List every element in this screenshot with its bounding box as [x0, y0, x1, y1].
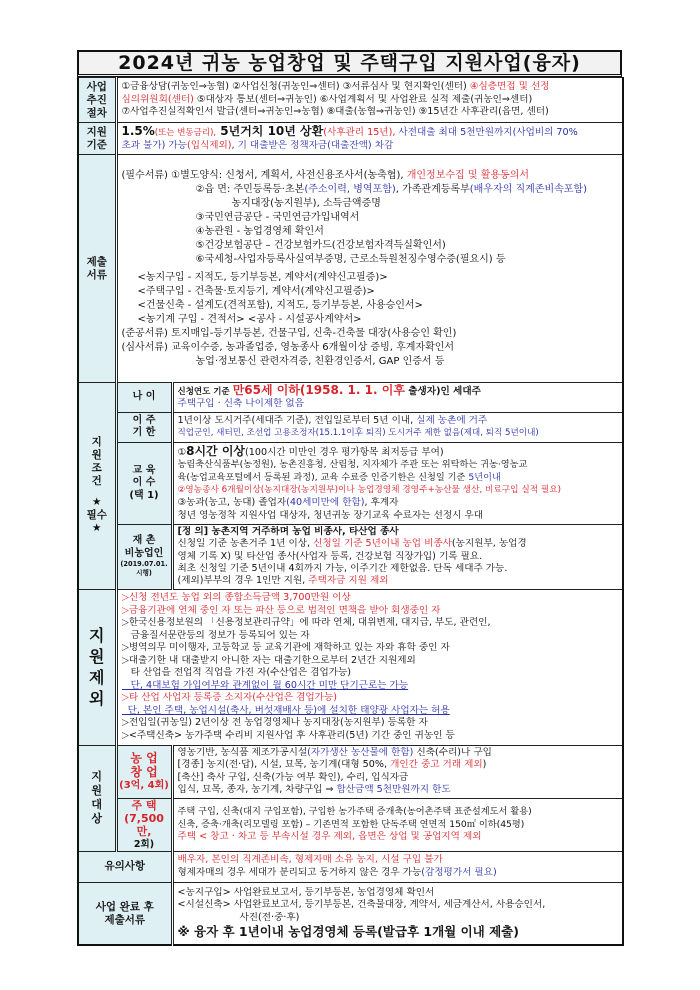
label-line: 추진: [86, 93, 107, 106]
label-limit: (7,500만,: [124, 811, 164, 838]
migration-line-1: [178, 415, 619, 427]
farm-text: 입식, 묘목, 종자, 농기계, 차량구입 ⇒: [177, 784, 337, 796]
label-line: 재 촌: [132, 535, 156, 547]
exclusion-item: ▷한국신용정보원의 「신용정보관리규약」에 따라 연체, 대위변제, 대지급, 부도, 관련인,: [121, 617, 491, 629]
bracket-doc-3: <건물신축 - 설계도(견적포함), 지적도, 등기부등본, 사용승인서>: [137, 299, 423, 311]
doc-text: ①별도양식: 신청서, 계획서, 사전신용조사서(농축협),: [171, 169, 407, 181]
education-line-5: [178, 497, 619, 510]
post-docs-line-3: 사진(전·중·후): [239, 911, 300, 923]
farm-line-3: [축산] 축사 구입, 신축(가능 여부 확인), 수리, 입식자금: [177, 771, 409, 783]
farm-highlight: (자가생산 농산물에 한함): [307, 747, 414, 759]
label-limit: 2회): [133, 838, 155, 850]
farm-highlight: 개인간 중고 거래 제외: [390, 759, 483, 771]
bracket-doc-4: <농기계 구입 - 견적서> <공사 - 시설공사계약서>: [137, 313, 362, 325]
label-line: 지: [91, 770, 103, 784]
label-line: 절차: [86, 106, 107, 119]
migration-text: 1년이상 도시거주(세대주 기준), 전입일로부터 5년 이내,: [177, 414, 417, 426]
doc-text: 농지대장(농지원부), 소득금액증명: [231, 197, 381, 209]
edu-hours: 8시간 이상: [186, 444, 246, 458]
doc-highlight: 개인정보수집 및 활용동의서: [406, 169, 530, 181]
label-line: 필수: [86, 509, 107, 522]
row-condition-migration: [78, 412, 623, 442]
non-farmer-line-5: [178, 575, 619, 587]
row-exclusions: [78, 589, 623, 745]
label-line: 이 주: [132, 414, 156, 426]
exclusion-item: ▷타 산업 사업자 등록증 소지자(수산업은 겸업가능): [121, 692, 337, 704]
sublabel-migration: [116, 412, 172, 442]
review-docs-2: 농업·정보통신 관련자격증, 친환경인증서, GAP 인증서 등: [195, 355, 445, 367]
exclusion-item: ▷병역의무 미이행자, 고등학교 등 교육기관에 재학하고 있는 자와 휴학 중인 자: [121, 642, 450, 654]
page-title: 2024년 귀농 농업창업 및 주택구입 지원사업(융자): [77, 50, 622, 77]
info-table: [77, 77, 624, 946]
edu-text: ③농과(농고, 농대) 졸업자: [177, 496, 287, 508]
sublabel-house: [116, 798, 172, 851]
label-spacer: [79, 488, 115, 496]
post-docs-line-1: <농지구입> 사업완료보고서, 등기부등본, 농업경영체 확인서: [177, 886, 435, 898]
edu-text: ①: [177, 446, 187, 458]
education-line-4: ②영농종사 6개월이상(농지대장(농지원부)이나 농업경영체 경영주+농산물 생산, 비료구입 실적 필요): [177, 485, 562, 496]
non-farmer-line-2: [178, 538, 619, 550]
label-line: 외: [89, 689, 105, 709]
label-line: 지: [89, 626, 105, 646]
row-procedure: [78, 78, 623, 123]
exclusion-item: ▷대출기한 내 대출받지 아니한 자는 대출기한으로부터 2년간 지원제외: [121, 654, 416, 666]
edu-highlight: 5년이내: [468, 471, 501, 483]
criteria-text: 초과 불가) 가능: [121, 139, 187, 151]
label-documents: [78, 155, 116, 383]
education-line-2: 농림축산식품부(농정원), 농촌진흥청, 산림청, 지자체가 주관 또는 위탁하는 귀농·영농교: [177, 459, 528, 471]
required-doc-4: [122, 225, 619, 239]
step-text: ①금융상담(귀농인⇒농협) ②사업신청(귀농인⇒센터) ③서류심사 및 현지확인(센터): [121, 81, 470, 93]
label-line: 사업 완료 후: [95, 900, 154, 913]
step-text: ⑦사업추진실적확인서 발급(센터⇒귀농인⇒농협) ⑧대출(농협⇒귀농인) ⑨15년간 사후관리(읍면, 센터): [121, 106, 549, 118]
edu-text: 육(농업교육포털에서 등록된 과정), 교육 수료증 인증기한은 신청일 기준: [177, 471, 469, 483]
migration-highlight: 실제 농촌에 거주: [416, 414, 488, 426]
loan-limit: 사전대출 최대 5천만원까지(사업비의 70%: [395, 127, 578, 139]
exclusion-item: 단, 본인 주택, 농업시설(축사, 버섯재배사 등)에 설치한 태양광 사업자는 허용: [121, 704, 450, 716]
age-line-2: 주택구입 · 신축 나이제한 없음: [177, 398, 304, 410]
exclusion-item: ▷금융기관에 연체 중인 자 또는 파산 등으로 법적인 면책을 받아 회생중인 자: [121, 604, 441, 616]
label-notes: 유의사항: [78, 851, 172, 882]
sublabel-education: [116, 442, 172, 524]
label-limit: (3억, 4회): [119, 779, 169, 791]
sublabel-age: 나 이: [116, 383, 172, 413]
nf-text: (농지원부, 농업경: [451, 538, 527, 550]
doc-highlight: (주소이력, 병역포함): [304, 183, 396, 195]
review-docs: (심사서류) 교육이수증, 농과졸업증, 영농종사 6개월이상 증빙, 후계자확인서: [121, 341, 455, 353]
criteria-line-1: [122, 125, 619, 139]
row-post-docs: [78, 882, 623, 945]
required-doc-2b: [122, 197, 619, 211]
age-limit: 만65세 이하(1958. 1. 1. 이후: [232, 384, 405, 397]
label-line: 제출: [86, 255, 107, 268]
step-text: ⑤대상자 통보(센터⇒귀농인) ⑥사업계획서 및 사업완료 실적 제출(귀농인⇒센터): [193, 93, 533, 105]
label-line: 이 수: [132, 477, 156, 489]
doc-text: ④농관원 - 농업경영체 확인서: [195, 225, 324, 237]
required-doc-3: [122, 211, 619, 225]
farm-content: [172, 745, 623, 798]
label-line: 농 업: [130, 750, 158, 765]
edu-text: (100시간 미만인 경우 평가항목 최저등급 부여): [245, 446, 444, 458]
label-line: 창 업: [130, 764, 158, 779]
label-exclusions: [78, 589, 116, 745]
age-line-1: [178, 384, 619, 398]
doc-text: ③국민연금공단 - 국민연금가입내역서: [195, 211, 360, 223]
education-content: [172, 442, 623, 524]
label-line: 비농업인: [124, 547, 164, 559]
criteria-content: [116, 123, 623, 155]
notes-line-2: [178, 867, 619, 879]
label-post-docs: [78, 882, 172, 945]
doc-text: ⑥국세청-사업자등록사실여부증명, 근로소득원천징수영수증(필요시) 등: [195, 253, 506, 265]
label-line: 주 택: [131, 798, 157, 812]
repayment-term: 5년거치 10년 상환: [216, 125, 324, 139]
label-line: 지원: [86, 125, 107, 138]
non-farmer-line-4: 최초 신청일 기준 5년이내 4회까지 가능, 이주기간 제한없음. 단독 세대주 가능.: [177, 563, 508, 575]
documents-content: [116, 155, 623, 383]
step-text-highlight: 심의위원회(센터): [121, 93, 194, 105]
farm-text: [경종] 농지(전·답), 시설, 묘목, 농기계(대형 50%,: [177, 759, 391, 771]
education-line-1: [178, 445, 619, 460]
label-criteria: [78, 123, 116, 155]
doc-text: , 가족관계등록부: [395, 183, 470, 195]
label-line: 제출서류: [104, 913, 146, 926]
row-documents: [78, 155, 623, 383]
non-farmer-definition: [정 의] 농촌지역 거주하며 농업 비종사, 타산업 종사: [177, 525, 399, 537]
aftercare-note: (사후관리 15년),: [323, 127, 396, 139]
document-page: [77, 50, 622, 946]
star-icon: ★: [92, 496, 102, 509]
rate-note: (또는 변동금리),: [154, 128, 217, 139]
non-farmer-line-3: 영체 기록 X) 및 타산업 종사(사업자 등록, 건강보험 직장가입) 기록 필요.: [177, 550, 483, 562]
procedure-line-1: [122, 81, 619, 93]
label-line: 대: [91, 798, 103, 812]
label-line: 원: [91, 449, 102, 462]
row-condition-age: [78, 383, 623, 413]
label-line: 건: [91, 475, 102, 488]
house-line-1: 주택 구입, 신축(대지 구입포함), 구입한 농가주택 증개축(농어촌주택 표준설계도서 활용): [177, 806, 532, 818]
sublabel-farm-startup: [116, 745, 172, 798]
exclusion-item: 단, 4대보험 가입여부와 관계없이 월 60시간 미만 단기근로는 가능: [121, 679, 409, 691]
label-line: 기준: [86, 138, 107, 151]
farm-line-4: [178, 784, 619, 796]
farm-line-1: [178, 747, 619, 759]
doc-highlight: (배우자의 직계존비속포함): [469, 183, 587, 195]
required-doc-5: [122, 239, 619, 253]
non-farmer-content: [172, 524, 623, 589]
row-target-house: [78, 798, 623, 851]
farm-highlight: 합산금액 5천만원까지 한도: [336, 784, 451, 796]
farm-text: 신축(수리)나 구입: [413, 747, 492, 759]
exclusion-item: 타 산업을 전업적 직업을 가진 자(수산업은 겸업가능): [121, 667, 352, 679]
step-text-highlight: ④심층면접 및 선정: [469, 81, 550, 93]
bracket-doc-1: <농지구입 - 지적도, 등기부등본, 계약서(계약신고필증)>: [137, 271, 388, 283]
label-date: (2019.07.01.시행): [120, 560, 168, 578]
procedure-content: [116, 78, 623, 123]
post-docs-content: [172, 882, 623, 945]
nf-text: 신청일 기준 농촌거주 1년 이상,: [177, 538, 314, 550]
criteria-text: , 기 대출받은 정책자금(대출잔액) 차감: [231, 139, 394, 151]
exclusion-item: ▷전입일(귀농일) 2년이상 전 농업경영체나 농지대장(농지원부) 등록한 자: [121, 717, 428, 729]
label-line: 서류: [86, 268, 107, 281]
label-line: 원: [89, 647, 105, 667]
row-condition-education: [78, 442, 623, 524]
nf-highlight: 주택자금 지원 제외: [308, 575, 389, 587]
notes-text: 형제자매의 경우 세대가 분리되고 동거하지 않은 경우 가능: [177, 866, 422, 878]
row-notes: [78, 851, 623, 882]
age-content: [172, 383, 623, 413]
edu-text: , 후계자: [364, 496, 399, 508]
required-doc-1: [122, 169, 619, 183]
nf-text: (제외)부부의 경우 1인만 지원,: [177, 575, 309, 587]
farm-text: ): [482, 759, 487, 771]
label-line: (택 1): [129, 489, 159, 501]
procedure-line-2: [122, 94, 619, 106]
label-line: 상: [91, 812, 103, 826]
required-doc-2: [122, 183, 619, 197]
migration-line-2: 직업군인, 새터민, 조선업 고용조정자(15.1.1이후 퇴직) 도시거주 제한 없음(제대, 퇴직 5년이내): [177, 428, 539, 439]
label-line: 사업: [86, 80, 107, 93]
nf-highlight: 신청일 기준 5년이내 농업 비종사: [313, 538, 452, 550]
farm-text: 영농기반, 농식품 제조가공시설: [177, 747, 308, 759]
required-doc-6: [122, 253, 619, 267]
label-line: 제: [89, 668, 105, 688]
house-line-2: 신축, 증축·개축(리모델링 포함) – 기존면적 포함한 단독주택 연면적 150㎡ 이하(45평): [177, 818, 525, 830]
exclusion-item: ▷<주택신축> 농가주택 수리비 지원사업 후 사후관리(5년) 기간 중인 귀농인 등: [121, 729, 455, 741]
label-targets: [78, 745, 116, 851]
migration-content: [172, 412, 623, 442]
exclusions-content: [116, 589, 623, 745]
notes-line-1: 배우자, 본인의 직계존비속, 형제자매 소유 농지, 시설 구입 불가: [177, 854, 443, 866]
star-icon: ★: [92, 522, 102, 535]
interest-rate: 1.5%: [121, 125, 155, 139]
doc-text: ②읍 면: 주민등록등·초본: [195, 183, 305, 195]
farm-line-2: [178, 759, 619, 771]
label-line: 원: [91, 784, 103, 798]
label-procedure: [78, 78, 116, 123]
label-line: 교 육: [132, 464, 156, 476]
post-docs-notice: ※ 융자 후 1년이내 농업경영체 등록(발급후 1개월 이내 제출): [177, 924, 519, 940]
age-text: 신청연도 기준: [177, 387, 233, 397]
notes-content: [172, 851, 623, 882]
row-target-farm: [78, 745, 623, 798]
exclusion-item: ▷신청 전년도 농업 외의 종합소득금액 3,700만원 이상: [121, 592, 351, 604]
education-line-3: [178, 472, 619, 485]
procedure-line-3: [122, 106, 619, 118]
age-text: 출생자)인 세대주: [404, 386, 481, 397]
label-line: 조: [91, 462, 102, 475]
house-line-3: 주택 < 창고 · 차고 등 부속시설 경우 제외, 읍면은 상업 및 공업지역 제외: [177, 831, 482, 843]
house-content: [172, 798, 623, 851]
sublabel-non-farmer: [116, 524, 172, 589]
edu-highlight: (40세미만에 한함): [286, 496, 365, 508]
notes-highlight: (감정평가서 필요): [421, 866, 497, 878]
label-line: 기 한: [132, 427, 156, 439]
row-criteria: [78, 123, 623, 155]
completion-docs: (준공서류) 토지매입-등기부등본, 건물구입, 신축-건축물 대장(사용승인 확인): [121, 327, 457, 339]
doc-text: ⑤건강보험공단 – 건강보험카드(건강보험자격득실확인서): [195, 239, 446, 251]
post-docs-line-2: <시설신축> 사업완료보고서, 등기부등본, 건축물대장, 계약서, 세금계산서, 사용승인서,: [177, 899, 546, 911]
criteria-line-2: [122, 140, 619, 152]
required-head: (필수서류): [121, 169, 168, 181]
exclusion-item: 금융질서문란등의 정보가 등록되어 있는 자: [121, 629, 310, 641]
education-line-6: 청년 영농정착 지원사업 대상자, 청년귀농 장기교육 수료자는 선정시 우대: [177, 509, 483, 521]
label-conditions: [78, 383, 116, 590]
bracket-doc-2: <주택구입 - 건축물·토지등기, 계약서(계약신고필증)>: [137, 285, 375, 297]
row-condition-non-farmer: [78, 524, 623, 589]
label-line: 지: [91, 436, 102, 449]
criteria-exclusion: (입식제외): [186, 139, 232, 151]
